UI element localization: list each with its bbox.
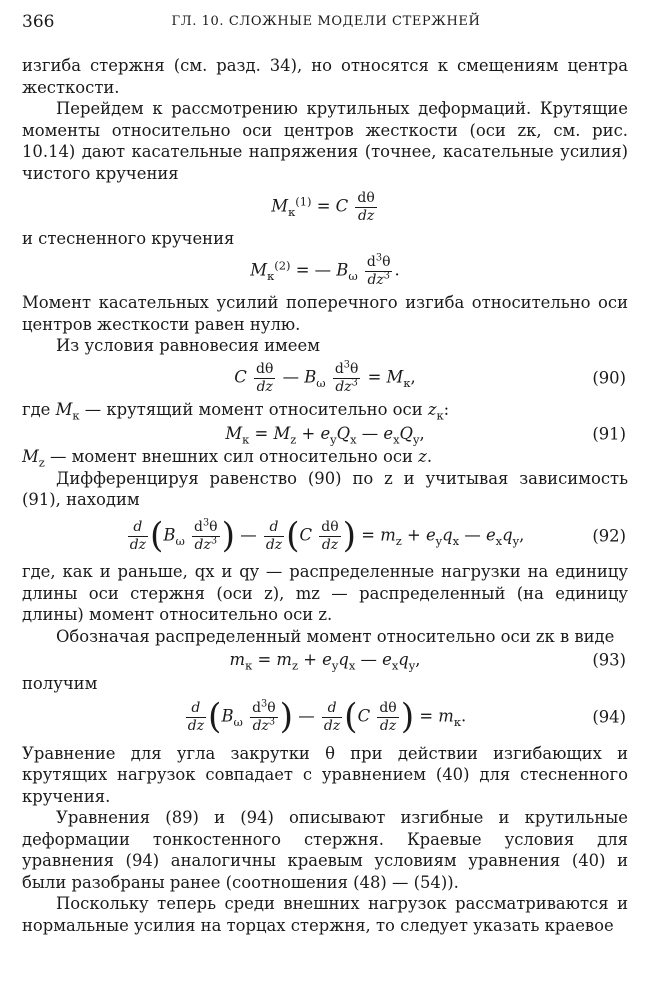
paragraph: Момент касательных усилий поперечного изгиба относительно оси центров жесткости равен нулю.	[22, 293, 628, 334]
paragraph: и стесненного кручения	[22, 229, 235, 249]
paragraph: Поскольку теперь среди внешних нагрузок рассматриваются и нормальные усилия на торцах стержня, то следует указать краевое	[22, 894, 628, 935]
paragraph: Из условия равновесия имеем	[56, 336, 320, 356]
running-header	[22, 12, 630, 34]
paragraph: получим	[22, 673, 98, 693]
page-number: 366	[22, 12, 55, 32]
equation-number: (92)	[592, 526, 626, 546]
equation-94: $\frac{d}{dz}$ ($B_\omega$ $\frac{d^3\theta}{dz^3}$ ) — $\frac{d}{dz}$ (C $\frac{d\theta}{dz}$ ) = $m_к$. (94)	[187, 697, 626, 738]
equation-90: C $\frac{d\theta}{dz}$ — $B_\omega$ $\frac{d^3\theta}{dz^3}$ = $M_к$, (90)	[234, 359, 626, 395]
equation-number: (93)	[592, 650, 626, 670]
paragraph: Обозначая распределенный момент относительно оси zк в виде	[56, 626, 615, 646]
paragraph: где $M_к$ — крутящий момент относительно оси $z_к$:	[22, 400, 450, 423]
equation-92: $\frac{d}{dz}$ ($B_\omega$ $\frac{d^3\theta}{dz^3}$ ) — $\frac{d}{dz}$ (C $\frac{d\theta}{dz}$ ) = $m_z + e_yq_x$ — $e_xq_y$, (92)	[129, 515, 626, 556]
equation-91: $M_к = M_z + e_yQ_x$ — $e_xQ_y$, (91)	[225, 423, 626, 447]
paragraph: Уравнение для угла закрутки θ при действии изгибающих и крутящих нагрузок совпадает с уравнением (40) для стесненного кручения.	[22, 743, 628, 806]
equation-constrained-torsion: $M_к^{(2)}$ = — $B_\omega$ $\frac{d^3\theta}{dz^3}$ .	[250, 252, 400, 288]
equation-pure-torsion: $M_к^{(1)} = C$ $\frac{d\theta}{dz}$	[271, 190, 375, 224]
page-body	[22, 55, 628, 936]
equation-93: $m_к = m_z + e_yq_x$ — $e_xq_y$, (93)	[229, 650, 626, 673]
paragraph: где, как и раньше, qx и qy — распределенные нагрузки на единицу длины оси стержня (оси z), mz — распределенный (на единицу длины) момент относительно оси z.	[22, 562, 628, 625]
paragraph: $M_z$ — момент внешних сил относительно оси z.	[22, 447, 433, 470]
chapter-title: ГЛ. 10. СЛОЖНЫЕ МОДЕЛИ СТЕРЖНЕЙ	[171, 14, 481, 29]
equation-number: (91)	[592, 423, 626, 443]
paragraph: Уравнения (89) и (94) описывают изгибные и крутильные деформации тонкостенного стержня. Краевые условия для уравнения (94) аналогичны краевым условиям уравнения (40) и были разобраны ранее (соотношения (48) — (54)).	[22, 808, 628, 892]
paragraph: Дифференцируя равенство (90) по z и учитывая зависимость (91), находим	[22, 468, 628, 510]
equation-number: (90)	[592, 368, 626, 388]
paragraph: изгиба стержня (см. разд. 34), но относятся к смещениям центра жесткости.	[22, 56, 628, 97]
paragraph: Перейдем к рассмотрению крутильных деформаций. Крутящие моменты относительно оси центров жесткости (оси zк, см. рис. 10.14) дают касательные напряжения (точнее, касательные усилия) чистого кручения	[22, 99, 628, 183]
equation-number: (94)	[592, 707, 626, 727]
